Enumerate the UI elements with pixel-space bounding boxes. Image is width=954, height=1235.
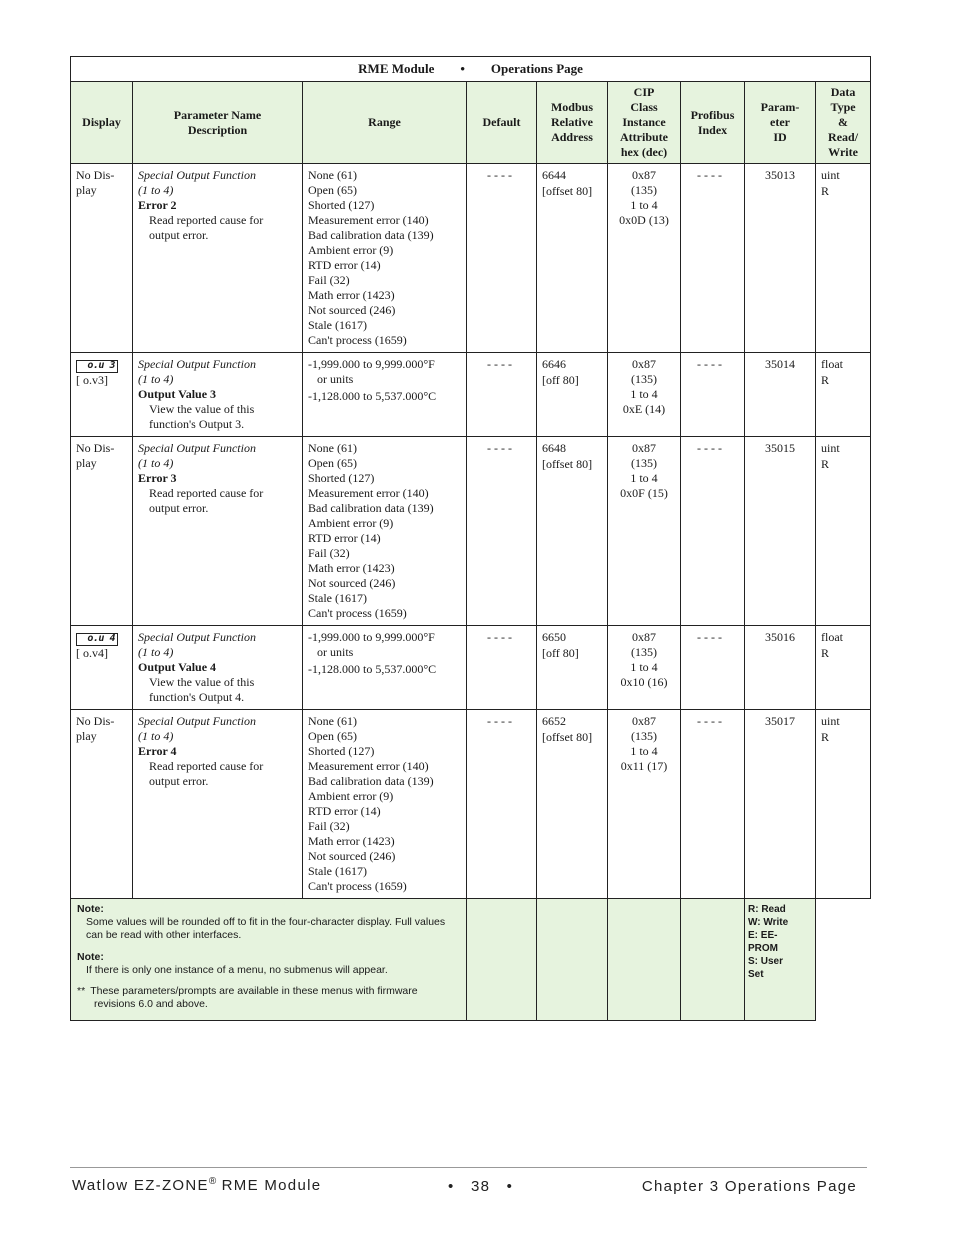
note-3-text: These parameters/prompts are available in these menus with firmware revisions 6.0 and above. (90, 985, 418, 1010)
cell-default (467, 353, 537, 437)
modbus-offset: [offset 80] (542, 457, 593, 471)
parameter-id: 35016 (765, 630, 795, 644)
parameter-instance: (1 to 4) (138, 183, 174, 197)
range-option: Can't process (1659) (308, 333, 407, 347)
parameter-description: output error. (149, 774, 209, 788)
range-option: Fail (32) (308, 819, 350, 833)
range-option: Not sourced (246) (308, 303, 396, 317)
legend-read: R: Read (748, 904, 786, 915)
cell-modbus (537, 437, 608, 626)
profibus-value: - - - - (697, 714, 722, 728)
cell-cip (608, 164, 681, 353)
notes-cell (71, 899, 467, 1021)
header-default: Default (467, 82, 537, 164)
cell-parameter-id (745, 353, 816, 437)
range-option: Stale (1617) (308, 864, 367, 878)
cell-range (303, 626, 467, 710)
cell-parameter (133, 626, 303, 710)
cell-profibus (681, 437, 745, 626)
cell-default (467, 626, 537, 710)
legend-eeprom-2: PROM (748, 943, 778, 954)
modbus-address: 6652 (542, 714, 566, 728)
cell-parameter-id (745, 626, 816, 710)
legend-user-set-2: Set (748, 969, 764, 980)
cip-value: 0x87 (632, 630, 656, 644)
modbus-address: 6650 (542, 630, 566, 644)
range-option: RTD error (14) (308, 804, 381, 818)
range-text: -1,128.000 to 5,537.000°C (308, 662, 437, 676)
cip-value: 1 to 4 (630, 744, 658, 758)
cip-value: 1 to 4 (630, 660, 658, 674)
note-3 (77, 985, 460, 1011)
cell-data-type (816, 353, 871, 437)
cip-value: (135) (631, 729, 657, 743)
cip-value: 0x87 (632, 357, 656, 371)
parameter-group: Special Output Function (138, 441, 256, 455)
cell-data-type (816, 710, 871, 899)
note-1-label: Note: (77, 903, 104, 915)
cell-cip (608, 437, 681, 626)
cell-data-type (816, 626, 871, 710)
table-row (71, 437, 871, 626)
parameter-group: Special Output Function (138, 714, 256, 728)
notes-empty-param-id (681, 899, 745, 1021)
parameter-description: function's Output 4. (149, 690, 245, 704)
cip-value: (135) (631, 372, 657, 386)
parameter-group: Special Output Function (138, 168, 256, 182)
note-2-text: If there is only one instance of a menu, no submenus will appear. (86, 964, 388, 976)
legend-user-set-1: S: User (748, 956, 784, 967)
read-write: R (821, 373, 830, 387)
range-option: Bad calibration data (139) (308, 228, 434, 242)
cip-value: 0x87 (632, 168, 656, 182)
data-type: float (821, 357, 843, 371)
cell-modbus (537, 626, 608, 710)
cell-display (71, 626, 133, 710)
header-row (71, 82, 871, 164)
read-write: R (821, 457, 830, 471)
cip-value: 0x11 (17) (620, 759, 668, 773)
parameter-description: Read reported cause for (149, 759, 264, 773)
header-display: Display (71, 82, 133, 164)
cip-value: (135) (631, 645, 657, 659)
cell-parameter-id (745, 437, 816, 626)
cip-value: (135) (631, 456, 657, 470)
display-label: play (76, 729, 97, 743)
parameter-group: Special Output Function (138, 357, 256, 371)
parameter-name: Error 2 (138, 198, 177, 212)
range-option: None (61) (308, 714, 357, 728)
footer-chapter: Chapter 3 Operations Page (641, 1178, 857, 1195)
range-option: Fail (32) (308, 546, 350, 560)
lcd-text: o.u 3 (87, 360, 115, 371)
range-option: Measurement error (140) (308, 486, 429, 500)
cell-modbus (537, 710, 608, 899)
range-entry (308, 389, 461, 404)
notes-row (71, 899, 871, 1021)
range-option: Not sourced (246) (308, 576, 396, 590)
parameter-id: 35013 (765, 168, 795, 182)
range-option: Math error (1423) (308, 561, 395, 575)
cip-value: 0x87 (632, 441, 656, 455)
parameter-name: Output Value 4 (138, 660, 217, 674)
table-title-row (71, 57, 871, 82)
notes-empty-profibus (608, 899, 681, 1021)
range-text: -1,999.000 to 9,999.000°F (308, 357, 435, 371)
parameter-description: function's Output 3. (149, 417, 245, 431)
parameter-id: 35015 (765, 441, 795, 455)
parameter-name: Error 4 (138, 744, 177, 758)
cip-value: 1 to 4 (630, 471, 658, 485)
display-label: No Dis- (76, 168, 115, 182)
range-option: Shorted (127) (308, 744, 375, 758)
modbus-address: 6644 (542, 168, 566, 182)
notes-empty-modbus (467, 899, 537, 1021)
lcd-display-icon (76, 360, 118, 373)
profibus-value: - - - - (697, 168, 722, 182)
modbus-address: 6646 (542, 357, 566, 371)
table-title (71, 57, 871, 82)
display-label: play (76, 456, 97, 470)
cip-value: 0x10 (16) (620, 675, 668, 689)
range-option: Can't process (1659) (308, 879, 407, 893)
cell-parameter (133, 164, 303, 353)
footer-module: RME Module (216, 1177, 322, 1194)
cell-cip (608, 353, 681, 437)
cell-cip (608, 626, 681, 710)
data-type: uint (821, 168, 840, 182)
header-parameter-id: Param- eter ID (745, 82, 816, 164)
cell-default (467, 437, 537, 626)
cip-value: (135) (631, 183, 657, 197)
parameter-group: Special Output Function (138, 630, 256, 644)
legend-write: W: Write (748, 917, 789, 928)
cell-cip (608, 710, 681, 899)
modbus-offset: [offset 80] (542, 730, 593, 744)
modbus-offset: [off 80] (542, 646, 579, 660)
parameter-description: Read reported cause for (149, 213, 264, 227)
read-write: R (821, 646, 830, 660)
cip-value: 1 to 4 (630, 387, 658, 401)
range-option: Bad calibration data (139) (308, 774, 434, 788)
range-option: Can't process (1659) (308, 606, 407, 620)
range-option: Measurement error (140) (308, 213, 429, 227)
profibus-value: - - - - (697, 441, 722, 455)
cell-display (71, 710, 133, 899)
range-entry (308, 630, 461, 660)
footer-brand: Watlow EZ-ZONE (72, 1177, 209, 1194)
range-entry (308, 662, 461, 677)
profibus-value: - - - - (697, 357, 722, 371)
read-write: R (821, 184, 830, 198)
modbus-offset: [offset 80] (542, 184, 593, 198)
range-option: Open (65) (308, 456, 357, 470)
parameter-id: 35017 (765, 714, 795, 728)
parameter-description: output error. (149, 501, 209, 515)
title-bullet: • (460, 61, 465, 76)
data-type: float (821, 630, 843, 644)
title-module: RME Module (358, 61, 435, 76)
parameter-description: View the value of this (149, 675, 255, 689)
default-value: - - - - (487, 714, 512, 728)
cell-display (71, 437, 133, 626)
page-footer (70, 1167, 867, 1198)
footer-product (72, 1176, 321, 1194)
range-text: -1,999.000 to 9,999.000°F (308, 630, 435, 644)
range-option: Ambient error (9) (308, 789, 394, 803)
display-label: play (76, 183, 97, 197)
note-3-mark: ** (77, 985, 86, 997)
cell-profibus (681, 164, 745, 353)
range-text: -1,128.000 to 5,537.000°C (308, 389, 437, 403)
cell-data-type (816, 437, 871, 626)
operations-parameter-table (70, 56, 871, 1021)
notes-empty-cip (537, 899, 608, 1021)
cell-profibus (681, 710, 745, 899)
modbus-offset: [off 80] (542, 373, 579, 387)
cell-default (467, 164, 537, 353)
data-type: uint (821, 441, 840, 455)
default-value: - - - - (487, 630, 512, 644)
range-option: RTD error (14) (308, 531, 381, 545)
range-option: Open (65) (308, 729, 357, 743)
header-parameter-name: Parameter Name Description (133, 82, 303, 164)
cip-value: 0xE (14) (622, 402, 666, 416)
parameter-description: View the value of this (149, 402, 255, 416)
parameter-name: Error 3 (138, 471, 177, 485)
table-row (71, 626, 871, 710)
data-type-legend (745, 899, 816, 1021)
parameter-id: 35014 (765, 357, 795, 371)
range-option: Not sourced (246) (308, 849, 396, 863)
profibus-value: - - - - (697, 630, 722, 644)
legend-eeprom-1: E: EE- (748, 930, 778, 941)
modbus-address: 6648 (542, 441, 566, 455)
cell-display (71, 164, 133, 353)
range-option: Open (65) (308, 183, 357, 197)
lcd-display-icon (76, 633, 118, 646)
cell-range (303, 437, 467, 626)
parameter-description: output error. (149, 228, 209, 242)
footer-page-number: • 38 • (448, 1178, 514, 1195)
cell-data-type (816, 164, 871, 353)
cell-modbus (537, 164, 608, 353)
cell-parameter (133, 437, 303, 626)
cip-value: 0x0F (15) (620, 486, 668, 500)
parameter-instance: (1 to 4) (138, 456, 174, 470)
range-option: Math error (1423) (308, 834, 395, 848)
table-row (71, 164, 871, 353)
range-option: None (61) (308, 168, 357, 182)
cell-range (303, 353, 467, 437)
cell-range (303, 164, 467, 353)
header-data-type: Data Type & Read/ Write (816, 82, 871, 164)
cip-value: 0x0D (13) (619, 213, 669, 227)
range-option: Shorted (127) (308, 198, 375, 212)
parameter-instance: (1 to 4) (138, 645, 174, 659)
range-option: Shorted (127) (308, 471, 375, 485)
range-text: or units (317, 645, 354, 659)
read-write: R (821, 730, 830, 744)
header-range: Range (303, 82, 467, 164)
lcd-text: o.u 4 (87, 633, 115, 644)
table-row (71, 710, 871, 899)
cell-parameter (133, 710, 303, 899)
parameter-instance: (1 to 4) (138, 729, 174, 743)
range-option: RTD error (14) (308, 258, 381, 272)
cip-value: 1 to 4 (630, 198, 658, 212)
data-type: uint (821, 714, 840, 728)
parameter-instance: (1 to 4) (138, 372, 174, 386)
cell-profibus (681, 353, 745, 437)
cell-range (303, 710, 467, 899)
default-value: - - - - (487, 168, 512, 182)
cip-value: 0x87 (632, 714, 656, 728)
range-entry (308, 357, 461, 387)
cell-default (467, 710, 537, 899)
cell-parameter-id (745, 710, 816, 899)
note-2-label: Note: (77, 951, 104, 963)
range-option: Bad calibration data (139) (308, 501, 434, 515)
parameter-name: Output Value 3 (138, 387, 217, 401)
range-option: Ambient error (9) (308, 516, 394, 530)
range-option: Stale (1617) (308, 591, 367, 605)
display-label: No Dis- (76, 441, 115, 455)
header-modbus: Modbus Relative Address (537, 82, 608, 164)
default-value: - - - - (487, 357, 512, 371)
cell-parameter (133, 353, 303, 437)
display-code: [ o.v4] (76, 646, 108, 660)
cell-profibus (681, 626, 745, 710)
header-cip: CIP Class Instance Attribute hex (dec) (608, 82, 681, 164)
range-option: Stale (1617) (308, 318, 367, 332)
range-option: Math error (1423) (308, 288, 395, 302)
header-profibus: Profibus Index (681, 82, 745, 164)
title-page: Operations Page (490, 61, 583, 76)
default-value: - - - - (487, 441, 512, 455)
range-option: Measurement error (140) (308, 759, 429, 773)
table-row (71, 353, 871, 437)
cell-display (71, 353, 133, 437)
footer-registered-mark: ® (208, 1176, 217, 1187)
range-text: or units (317, 372, 354, 386)
parameter-description: Read reported cause for (149, 486, 264, 500)
range-option: Fail (32) (308, 273, 350, 287)
cell-parameter-id (745, 164, 816, 353)
note-1-text: Some values will be rounded off to fit in the four-character display. Full values can be read with other interfaces. (86, 916, 446, 941)
range-option: Ambient error (9) (308, 243, 394, 257)
range-option: None (61) (308, 441, 357, 455)
cell-modbus (537, 353, 608, 437)
display-code: [ o.v3] (76, 373, 108, 387)
display-label: No Dis- (76, 714, 115, 728)
